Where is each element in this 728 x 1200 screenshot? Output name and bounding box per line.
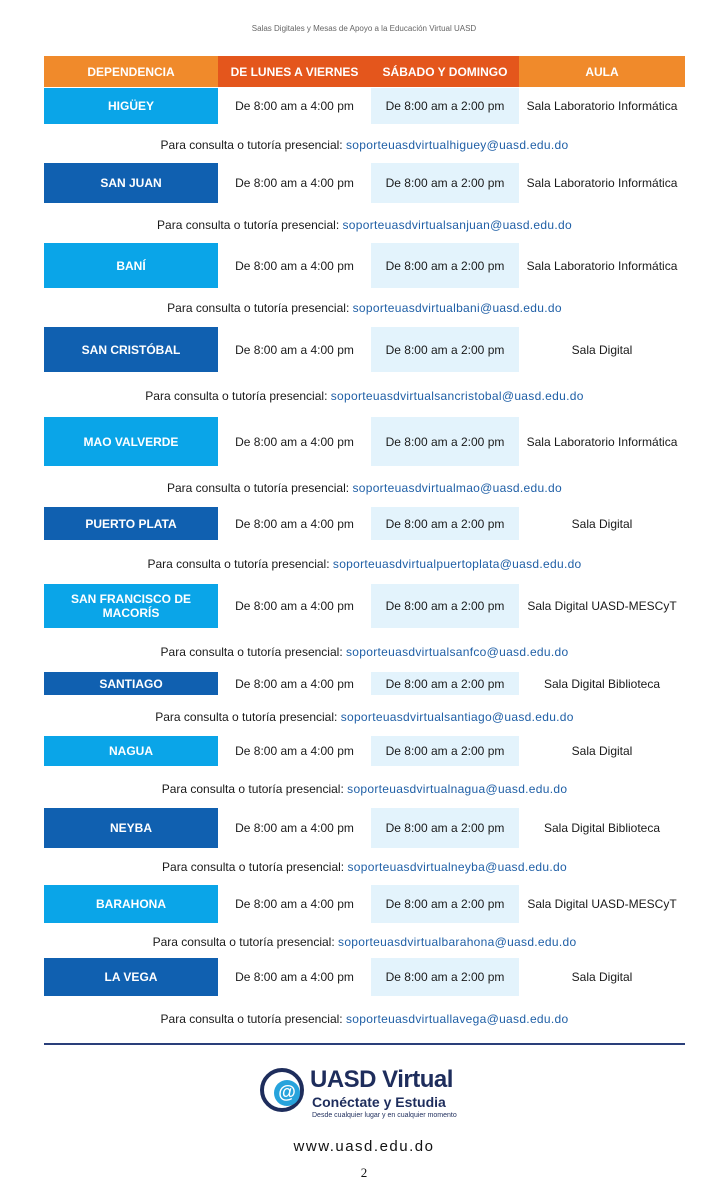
logo-subtitle: Conéctate y Estudia [312,1094,446,1110]
table-row [44,584,685,628]
support-email-link[interactable]: soporteuasdvirtualsantiago@uasd.edu.do [340,710,574,724]
support-email-link[interactable]: soporteuasdvirtualhiguey@uasd.edu.do [345,138,569,152]
weekday-hours-cell: De 8:00 am a 4:00 pm [235,599,354,613]
consult-label: Para consulta o tutoría presencial: [157,218,340,232]
table-row [44,958,685,996]
weekend-hours-cell: De 8:00 am a 2:00 pm [371,243,519,288]
logo-ring [260,1068,304,1112]
aula-cell: Sala Digital [571,970,633,984]
table-row [44,243,685,288]
document-title: Salas Digitales y Mesas de Apoyo a la Educación Virtual UASD [251,24,477,33]
table-row [44,163,685,203]
dependencia-cell: SAN CRISTÓBAL [44,327,218,372]
consult-line [44,138,685,152]
aula-cell: Sala Digital UASD-MESCyT [527,897,677,911]
consult-label: Para consulta o tutoría presencial: [155,710,338,724]
header-sabado-domingo: SÁBADO Y DOMINGO [371,56,519,87]
weekend-hours-cell: De 8:00 am a 2:00 pm [371,163,519,203]
weekend-hours-cell: De 8:00 am a 2:00 pm [371,672,519,695]
weekday-hours-cell: De 8:00 am a 4:00 pm [235,676,354,691]
weekend-hours-cell: De 8:00 am a 2:00 pm [371,327,519,372]
table-row [44,736,685,766]
table-row [44,327,685,372]
aula-cell: Sala Laboratorio Informática [526,258,678,273]
aula-cell: Sala Laboratorio Informática [526,99,678,113]
support-email-link[interactable]: soporteuasdvirtualbani@uasd.edu.do [352,301,562,315]
consult-label: Para consulta o tutoría presencial: [145,389,328,403]
table-row [44,808,685,848]
aula-cell: Sala Digital Biblioteca [543,676,661,691]
support-email-link[interactable]: soporteuasdvirtualbarahona@uasd.edu.do [338,935,577,949]
consult-line [44,481,685,495]
dependencia-cell: PUERTO PLATA [44,507,218,540]
weekend-hours-cell: De 8:00 am a 2:00 pm [371,417,519,466]
weekday-hours-cell: De 8:00 am a 4:00 pm [235,821,354,835]
consult-line [44,1012,685,1026]
weekend-hours-cell: De 8:00 am a 2:00 pm [371,507,519,540]
weekend-hours-cell: De 8:00 am a 2:00 pm [371,584,519,628]
at-sign-icon: @ [274,1080,300,1106]
consult-label: Para consulta o tutoría presencial: [167,301,350,315]
weekend-hours-cell: De 8:00 am a 2:00 pm [371,736,519,766]
consult-label: Para consulta o tutoría presencial: [160,645,343,659]
dependencia-cell: HIGÜEY [44,88,218,124]
aula-cell: Sala Digital [571,516,633,531]
support-email-link[interactable]: soporteuasdvirtualsancristobal@uasd.edu.do [330,389,584,403]
aula-cell: Sala Laboratorio Informática [526,176,678,190]
support-email-link[interactable]: soporteuasdvirtualsanfco@uasd.edu.do [346,645,569,659]
website-url: www.uasd.edu.do [293,1138,435,1155]
dependencia-cell: MAO VALVERDE [44,417,218,466]
consult-line [44,935,685,949]
dependencia-cell: BANÍ [44,243,218,288]
dependencia-cell: BARAHONA [44,885,218,923]
weekday-hours-cell: De 8:00 am a 4:00 pm [235,897,354,911]
aula-cell: Sala Digital Biblioteca [543,821,661,835]
consult-label: Para consulta o tutoría presencial: [162,860,345,874]
consult-label: Para consulta o tutoría presencial: [147,557,330,571]
consult-label: Para consulta o tutoría presencial: [160,1012,343,1026]
consult-label: Para consulta o tutoría presencial: [161,782,344,796]
dependencia-cell: SAN JUAN [44,163,218,203]
weekday-hours-cell: De 8:00 am a 4:00 pm [235,516,354,531]
dependencia-cell: SAN FRANCISCO DE MACORÍS [44,584,218,628]
logo-title: UASD Virtual [310,1066,453,1093]
support-email-link[interactable]: soporteuasdvirtualsanjuan@uasd.edu.do [342,218,572,232]
weekday-hours-cell: De 8:00 am a 4:00 pm [235,99,354,113]
table-row [44,507,685,540]
consult-line [44,301,685,315]
logo-tagline: Desde cualquier lugar y en cualquier momento [312,1112,457,1119]
consult-line [44,645,685,659]
weekday-hours-cell: De 8:00 am a 4:00 pm [235,258,354,273]
consult-line [44,218,685,232]
support-email-link[interactable]: soporteuasdvirtualmao@uasd.edu.do [352,481,562,495]
aula-cell: Sala Laboratorio Informática [526,434,678,449]
uasd-virtual-logo [258,1064,470,1126]
weekday-hours-cell: De 8:00 am a 4:00 pm [235,342,354,357]
dependencia-cell: NEYBA [44,808,218,848]
aula-cell: Sala Digital [571,342,633,357]
support-email-link[interactable]: soporteuasdvirtuallavega@uasd.edu.do [345,1012,569,1026]
consult-line [44,557,685,571]
dependencia-cell: LA VEGA [44,958,218,996]
consult-line [44,860,685,874]
aula-cell: Sala Digital [571,744,633,758]
header-lunes-viernes: DE LUNES A VIERNES [218,56,371,87]
table-row [44,672,685,695]
weekday-hours-cell: De 8:00 am a 4:00 pm [235,176,354,190]
table-row [44,885,685,923]
weekday-hours-cell: De 8:00 am a 4:00 pm [235,434,354,449]
support-email-link[interactable]: soporteuasdvirtualneyba@uasd.edu.do [347,860,567,874]
consult-line [44,389,685,403]
consult-line [44,710,685,724]
weekend-hours-cell: De 8:00 am a 2:00 pm [371,885,519,923]
page-number: 2 [360,1165,368,1180]
table-row [44,417,685,466]
weekend-hours-cell: De 8:00 am a 2:00 pm [371,88,519,124]
weekday-hours-cell: De 8:00 am a 4:00 pm [235,970,354,984]
weekday-hours-cell: De 8:00 am a 4:00 pm [235,744,354,758]
consult-label: Para consulta o tutoría presencial: [167,481,350,495]
consult-line [44,782,685,796]
consult-label: Para consulta o tutoría presencial: [152,935,335,949]
weekend-hours-cell: De 8:00 am a 2:00 pm [371,958,519,996]
dependencia-cell: SANTIAGO [44,672,218,695]
header-aula: AULA [519,56,685,87]
dependencia-cell: NAGUA [44,736,218,766]
support-email-link[interactable]: soporteuasdvirtualnagua@uasd.edu.do [347,782,568,796]
header-dependencia: DEPENDENCIA [44,56,218,87]
support-email-link[interactable]: soporteuasdvirtualpuertoplata@uasd.edu.do [332,557,582,571]
aula-cell: Sala Digital UASD-MESCyT [527,599,677,613]
footer-divider [44,1043,685,1045]
consult-label: Para consulta o tutoría presencial: [160,138,343,152]
weekend-hours-cell: De 8:00 am a 2:00 pm [371,808,519,848]
table-row [44,88,685,124]
